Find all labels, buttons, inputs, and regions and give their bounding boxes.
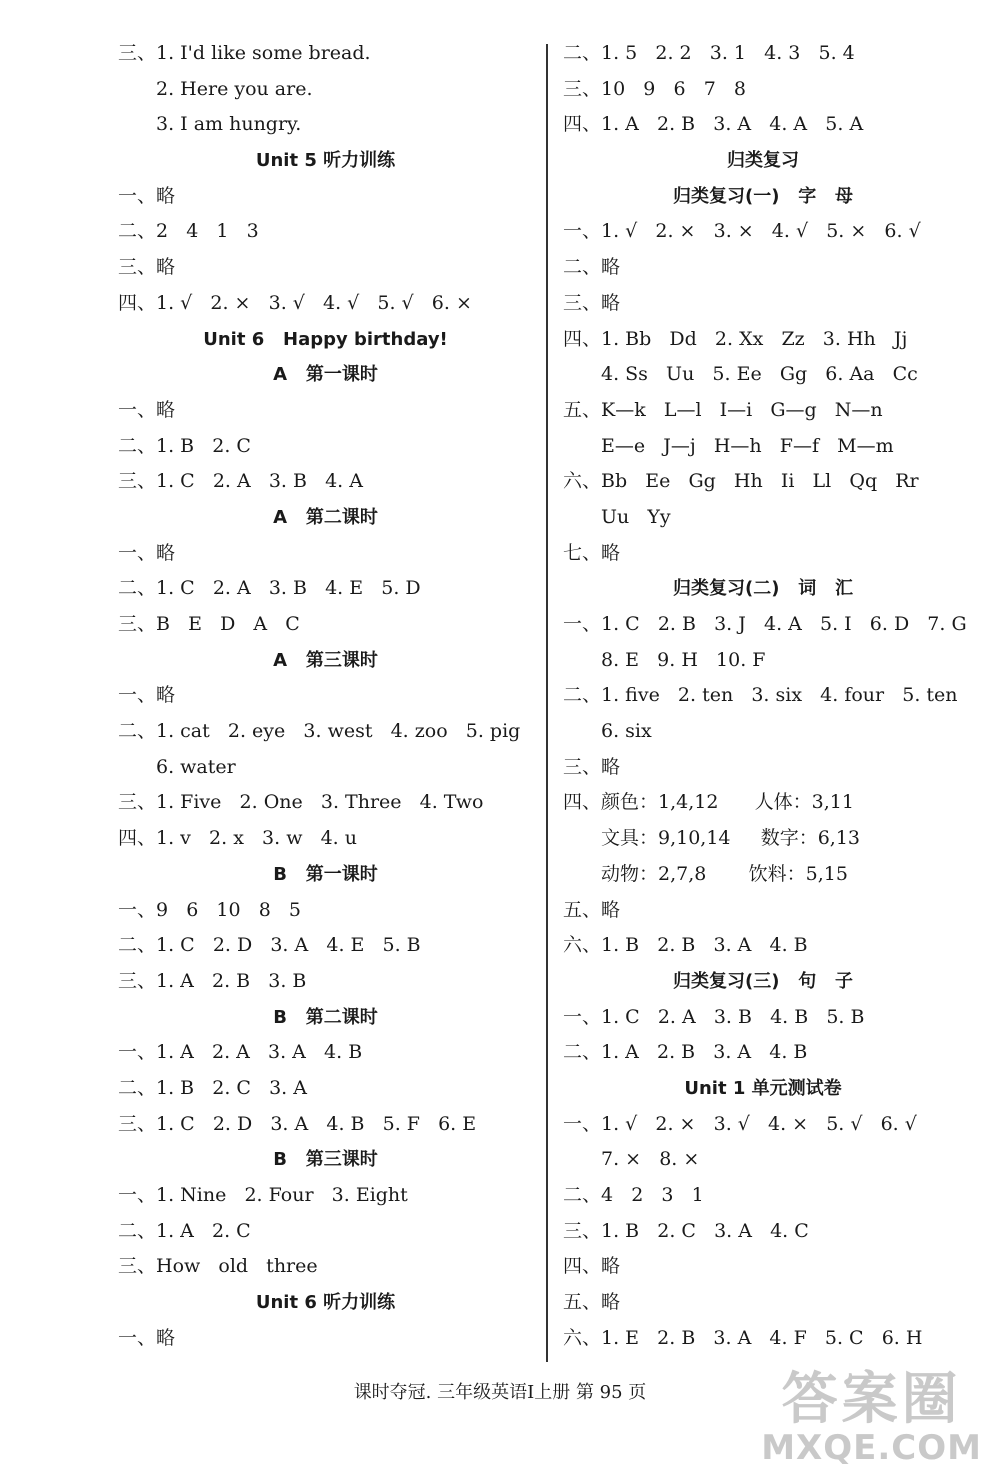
page-footer: 课时夺冠. 三年级英语Ⅰ上册 第 95 页 [353, 1382, 647, 1403]
answer-line: 二、1. C 2. A 3. B 4. E 5. D [118, 577, 421, 600]
answer-line: 三、1. I'd like some bread. [118, 42, 371, 64]
answer-line: 一、略 [118, 1326, 176, 1349]
answer-line: 二、1. C 2. D 3. A 4. E 5. B [118, 934, 421, 957]
answer-line: 6. six [601, 720, 652, 743]
answer-line: 二、1. A 2. C [118, 1219, 251, 1242]
answer-line: 二、4 2 3 1 [563, 1184, 704, 1206]
answer-line: 一、1. Nine 2. Four 3. Eight [118, 1184, 408, 1206]
answer-line: 6. water [156, 755, 236, 778]
section-heading: Unit 1 单元测试卷 [684, 1077, 842, 1099]
answer-line: 三、How old three [118, 1255, 318, 1278]
answer-line: 8. E 9. H 10. F [601, 648, 766, 671]
answer-line: Uu Yy [601, 505, 671, 528]
answer-line: 六、1. E 2. B 3. A 4. F 5. C 6. H [563, 1326, 923, 1349]
answer-line: 三、1. A 2. B 3. B [118, 969, 307, 992]
answer-line: 二、1. A 2. B 3. A 4. B [563, 1041, 808, 1064]
answer-line: 六、1. B 2. B 3. A 4. B [563, 934, 808, 957]
answer-line: 五、略 [563, 1291, 621, 1314]
section-heading: 归类复习 [727, 150, 799, 172]
watermark [761, 1367, 982, 1468]
answer-line: 一、9 6 10 8 5 [118, 898, 302, 921]
answer-line: 文具：9,10,14 数字：6,13 [601, 827, 861, 850]
answer-line: 四、1. A 2. B 3. A 4. A 5. A [563, 113, 864, 136]
answer-line: 三、1. Five 2. One 3. Three 4. Two [118, 791, 484, 814]
right-column [563, 36, 967, 1356]
answer-line: 二、1. B 2. C [118, 434, 251, 457]
answer-line: 一、略 [118, 684, 176, 707]
section-heading: 归类复习(三) 句 子 [672, 970, 854, 992]
section-heading: A 第二课时 [273, 506, 378, 528]
section-heading: Unit 6 Happy birthday! [203, 328, 448, 350]
answer-line: 四、1. Bb Dd 2. Xx Zz 3. Hh Jj [563, 327, 908, 350]
answer-line: 四、1. √ 2. × 3. √ 4. √ 5. √ 6. × [118, 291, 472, 314]
answer-line: 五、略 [563, 898, 621, 921]
answer-line: 3. I am hungry. [156, 113, 302, 136]
section-heading: Unit 5 听力训练 [255, 150, 396, 172]
answer-line: 三、10 9 6 7 8 [563, 77, 747, 100]
answer-line: 一、1. C 2. A 3. B 4. B 5. B [563, 1005, 865, 1028]
answer-line: 四、颜色：1,4,12 人体：3,11 [563, 791, 854, 814]
answer-line: 二、1. five 2. ten 3. six 4. four 5. ten [563, 684, 958, 707]
answer-line: 一、1. √ 2. × 3. √ 4. × 5. √ 6. √ [563, 1112, 917, 1135]
answer-line: 三、略 [563, 755, 621, 778]
answer-line: 一、1. √ 2. × 3. × 4. √ 5. × 6. √ [563, 220, 921, 243]
answer-line: 一、1. A 2. A 3. A 4. B [118, 1041, 363, 1064]
section-heading: 归类复习(二) 词 汇 [672, 578, 854, 600]
answer-line: 二、2 4 1 3 [118, 220, 259, 243]
column-divider [546, 44, 548, 1362]
answer-line: 动物：2,7,8 饮料：5,15 [601, 862, 848, 885]
left-column [118, 36, 533, 1356]
answer-line: 四、1. v 2. x 3. w 4. u [118, 827, 357, 850]
watermark-url: MXQE.COM [761, 1428, 982, 1468]
section-heading: B 第一课时 [273, 863, 378, 885]
answer-line: 4. Ss Uu 5. Ee Gg 6. Aa Cc [601, 363, 918, 386]
answer-line: 二、1. B 2. C 3. A [118, 1076, 307, 1099]
answer-line: 二、1. 5 2. 2 3. 1 4. 3 5. 4 [563, 42, 855, 64]
answer-line: E—e J—j H—h F—f M—m [601, 434, 894, 457]
answer-line: 2. Here you are. [156, 77, 313, 100]
answer-line: 三、1. B 2. C 3. A 4. C [563, 1219, 809, 1242]
answer-line: 三、略 [118, 256, 176, 279]
answer-line: 一、略 [118, 184, 176, 207]
answer-line: 一、1. C 2. B 3. J 4. A 5. I 6. D 7. G [563, 613, 967, 635]
answer-line: 一、略 [118, 398, 176, 421]
section-heading: B 第二课时 [273, 1006, 378, 1028]
answer-line: 三、略 [563, 291, 621, 314]
watermark-logo: 答案圈 [781, 1367, 962, 1432]
answer-line: 六、Bb Ee Gg Hh Ii Ll Qq Rr [563, 470, 919, 493]
answer-line: 五、K—k L—l I—i G—g N—n [563, 398, 883, 421]
section-heading: 归类复习(一) 字 母 [672, 185, 854, 207]
answer-line: 一、略 [118, 541, 176, 564]
answer-line: 七、略 [563, 541, 621, 564]
section-heading: B 第三课时 [273, 1149, 378, 1171]
section-heading: A 第三课时 [273, 649, 378, 671]
answer-line: 二、1. cat 2. eye 3. west 4. zoo 5. pig [118, 720, 521, 743]
section-heading: A 第一课时 [273, 364, 378, 386]
answer-line: 四、略 [563, 1255, 621, 1278]
answer-line: 三、B E D A C [118, 613, 300, 635]
answer-line: 7. × 8. × [601, 1148, 700, 1171]
section-heading: Unit 6 听力训练 [255, 1292, 396, 1314]
answer-line: 三、1. C 2. D 3. A 4. B 5. F 6. E [118, 1112, 477, 1135]
answer-line: 三、1. C 2. A 3. B 4. A [118, 470, 363, 493]
answer-line: 二、略 [563, 256, 621, 279]
